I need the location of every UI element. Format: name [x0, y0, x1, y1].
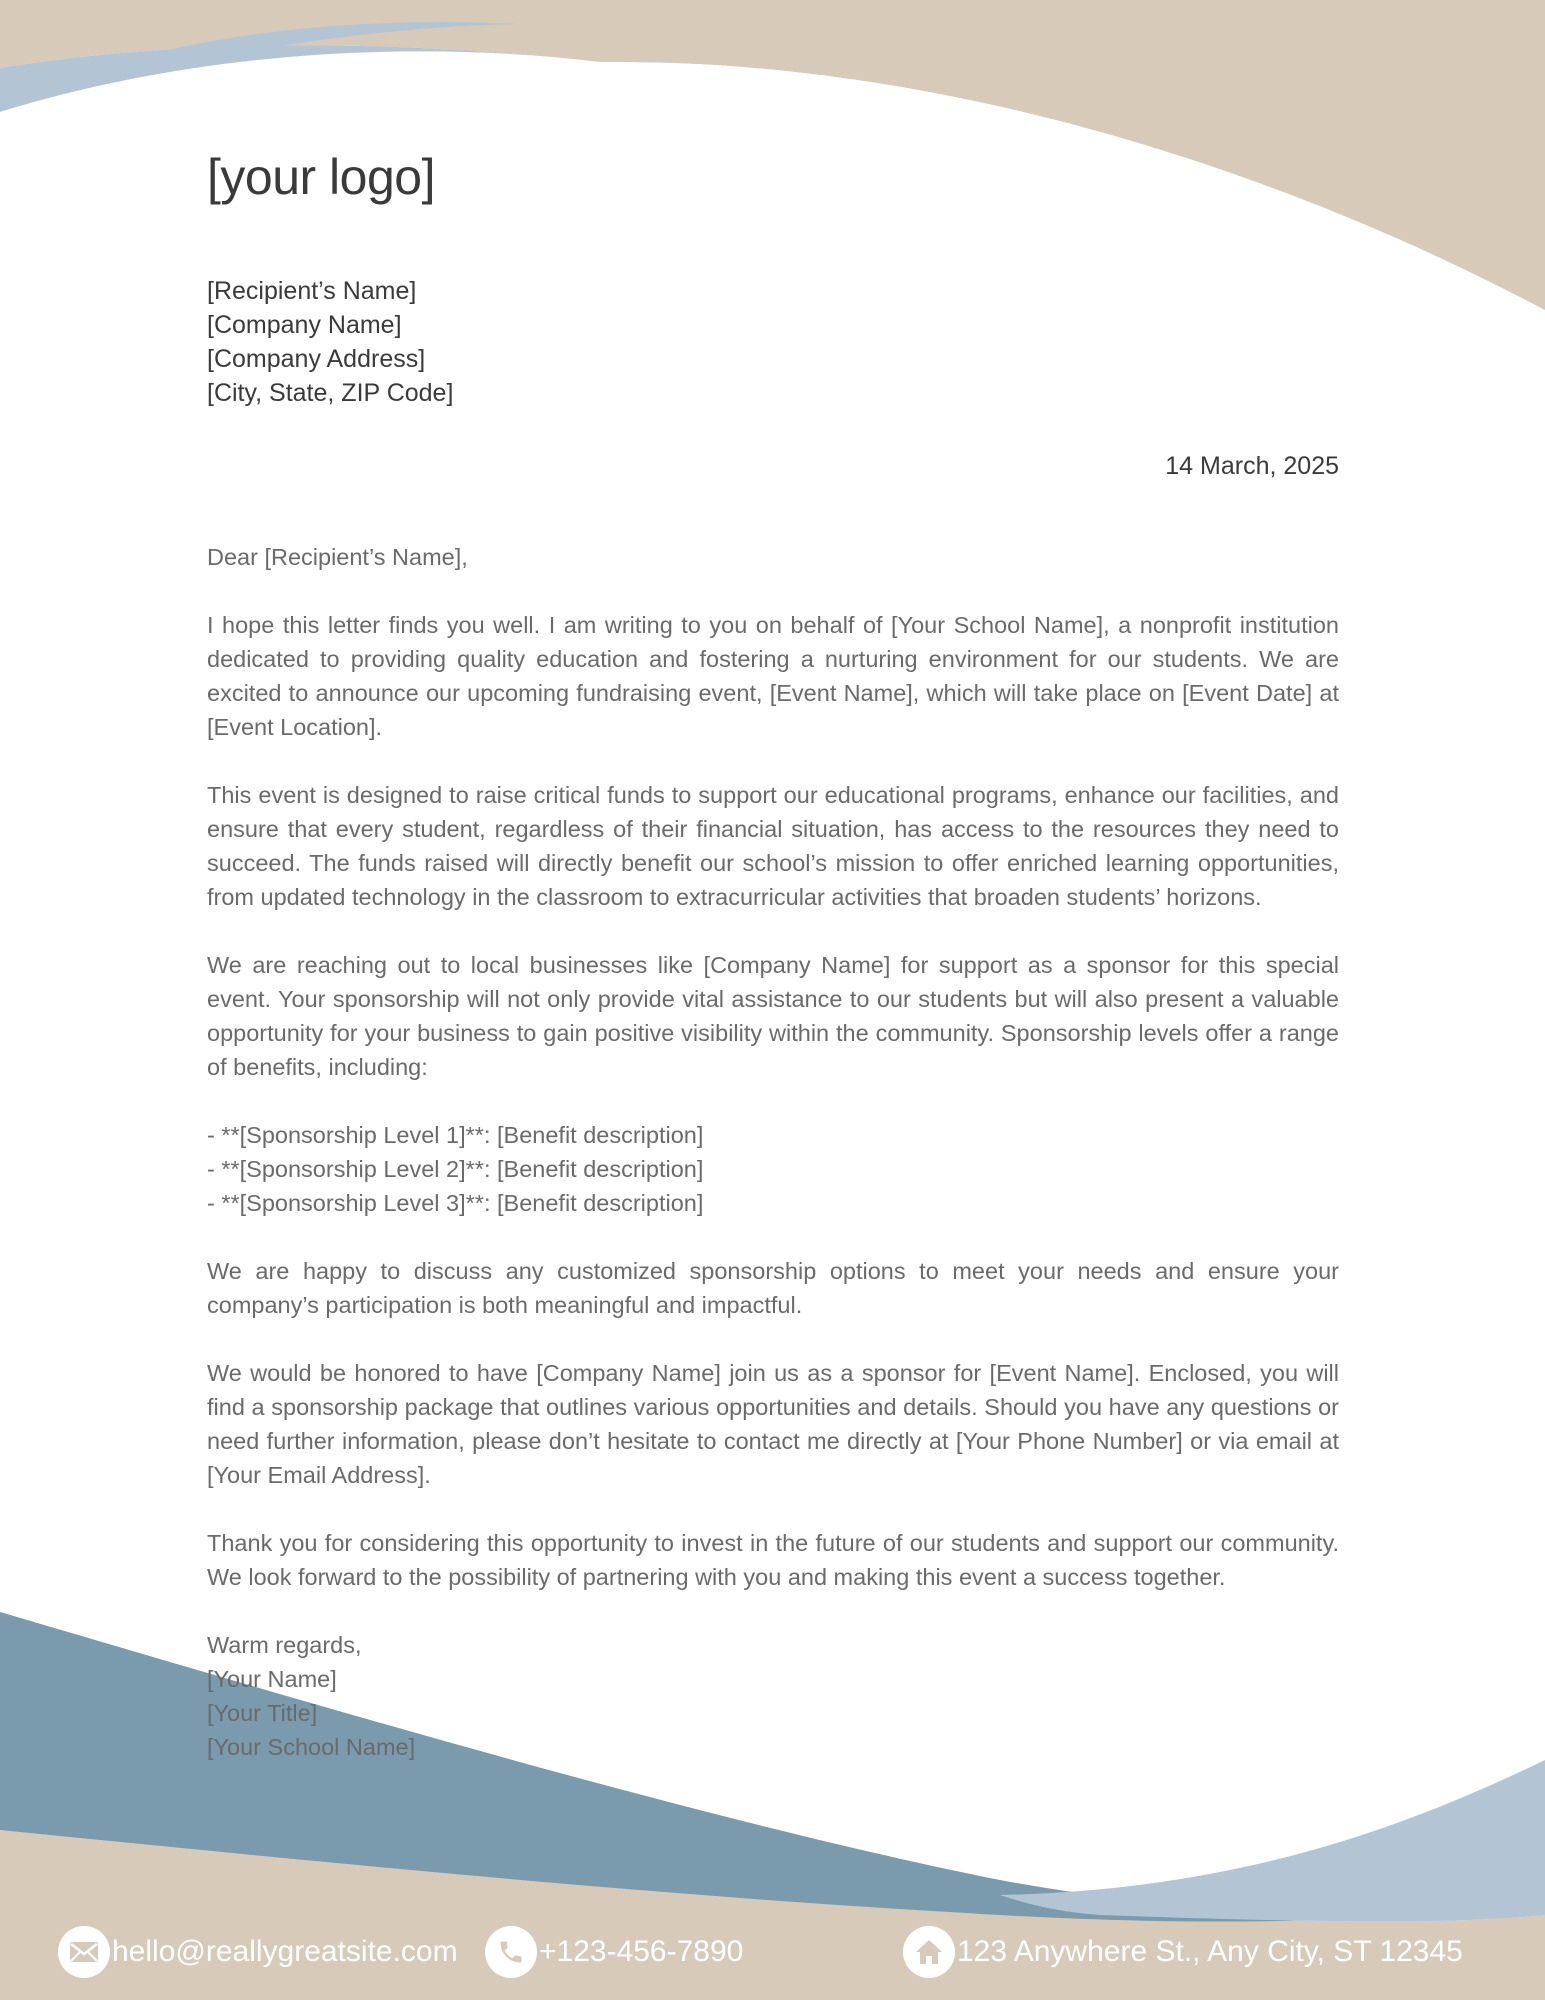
envelope-icon — [58, 1926, 110, 1978]
footer-address[interactable] — [903, 1926, 1463, 1978]
recipient-city-state-zip: [City, State, ZIP Code] — [207, 379, 454, 407]
letter-body — [207, 540, 1339, 1764]
logo-placeholder: [your logo] — [207, 149, 435, 205]
phone-icon — [485, 1926, 537, 1978]
signature-school: [Your School Name] — [207, 1734, 416, 1760]
sponsorship-levels-list — [207, 1118, 1339, 1220]
paragraph: We are happy to discuss any customized sponsorship options to meet your needs and ensure your company’s participation is both meaningful and impactful. — [207, 1258, 1339, 1318]
list-item: - **[Sponsorship Level 1]**: [Benefit description] — [207, 1122, 704, 1148]
closing-block — [207, 1628, 1339, 1764]
list-item: - **[Sponsorship Level 3]**: [Benefit description] — [207, 1190, 704, 1216]
closing: Warm regards, — [207, 1632, 362, 1658]
paragraph: We would be honored to have [Company Name] join us as a sponsor for [Event Name]. Enclosed, you will find a sponsorship package that outlines various opportunities and details. Should you have any questions or need further information, please don’t hesitate to contact me directly at [Your Phone Number] or via email at [Your Email Address]. — [207, 1360, 1339, 1488]
contact-footer — [0, 1920, 1545, 1992]
letter-date: 14 March, 2025 — [1165, 452, 1339, 480]
footer-phone[interactable] — [485, 1926, 743, 1978]
recipient-name: [Recipient’s Name] — [207, 277, 417, 305]
recipient-address-block — [207, 274, 453, 410]
signature-title: [Your Title] — [207, 1700, 318, 1726]
paragraph: Thank you for considering this opportunity to invest in the future of our students and support our community. We look forward to the possibility of partnering with you and making this event a success together. — [207, 1530, 1339, 1590]
bottom-light-blue-wave — [1000, 1760, 1545, 1921]
paragraph: We are reaching out to local businesses like [Company Name] for support as a sponsor for this special event. Your sponsorship will not only provide vital assistance to our students but will also present a valuable opportunity for your business to gain positive visibility within the community. Sponsorship levels offer a range of benefits, including: — [207, 952, 1339, 1080]
recipient-address: [Company Address] — [207, 345, 426, 373]
signature-name: [Your Name] — [207, 1666, 337, 1692]
footer-email[interactable] — [58, 1926, 458, 1978]
footer-address-text: 123 Anywhere St., Any City, ST 12345 — [957, 1935, 1463, 1968]
paragraph: I hope this letter finds you well. I am writing to you on behalf of [Your School Name], a nonprofit institution dedicated to providing quality education and fostering a nurturing environment for our students. We are excited to announce our upcoming fundraising event, [Event Name], which will take place on [Event Date] at [Event Location]. — [207, 612, 1339, 740]
recipient-company: [Company Name] — [207, 311, 402, 339]
salutation: Dear [Recipient’s Name], — [207, 544, 468, 570]
footer-email-text: hello@reallygreatsite.com — [112, 1935, 458, 1968]
paragraph: This event is designed to raise critical funds to support our educational programs, enhance our facilities, and ensure that every student, regardless of their financial situation, has access to the resources they need to succeed. The funds raised will directly benefit our school’s mission to offer enriched learning opportunities, from updated technology in the classroom to extracurricular activities that broaden students’ horizons. — [207, 782, 1339, 910]
list-item: - **[Sponsorship Level 2]**: [Benefit description] — [207, 1156, 704, 1182]
footer-phone-text: +123-456-7890 — [539, 1935, 744, 1968]
home-icon — [903, 1926, 955, 1978]
